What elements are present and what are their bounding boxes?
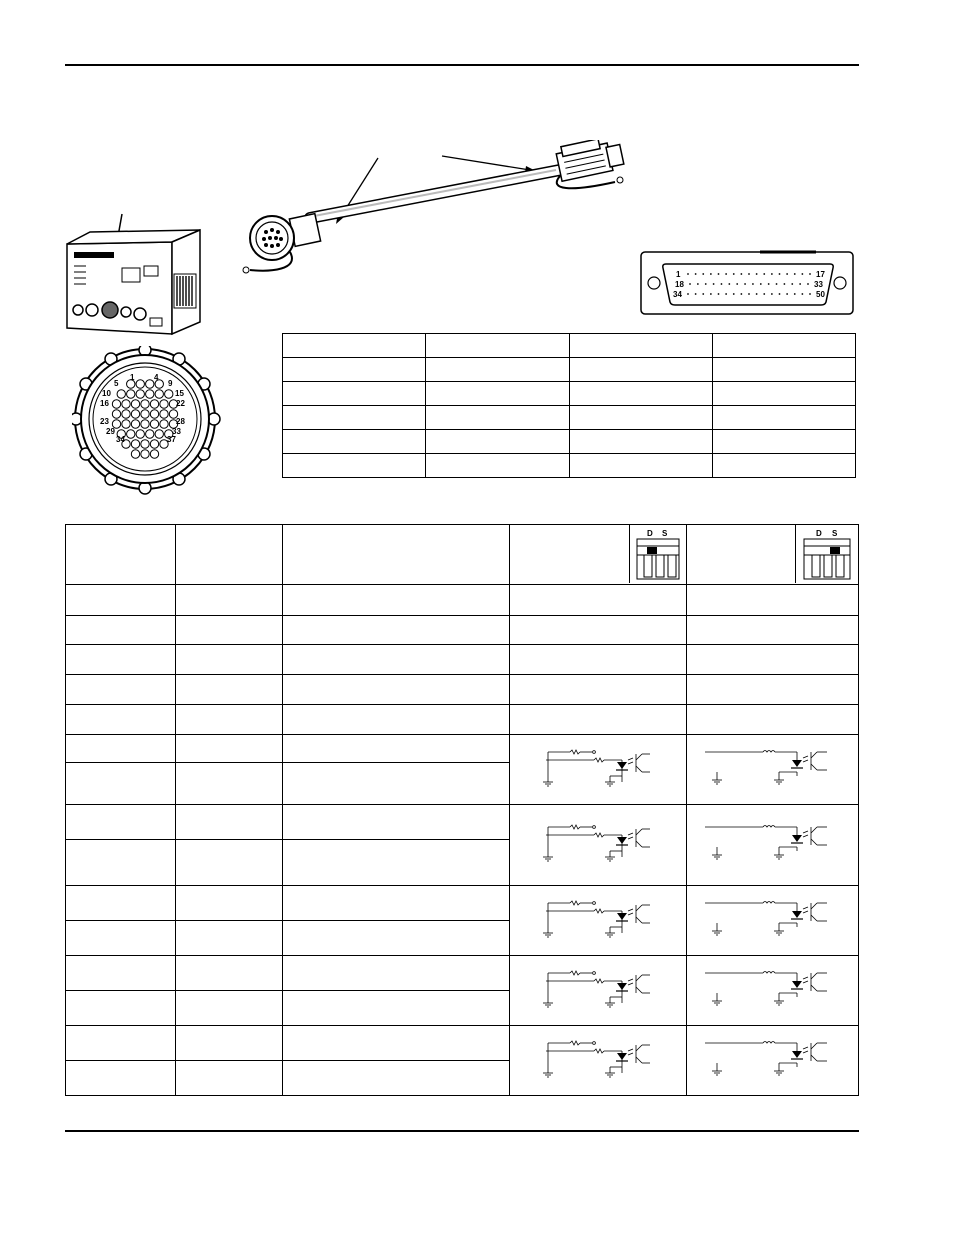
circuit-diagram-a [509, 1026, 686, 1096]
dsub-pin [809, 293, 811, 295]
dsub-pin [760, 283, 762, 285]
dsub-pin [756, 273, 758, 275]
dsub-connector-face [640, 250, 855, 320]
pin-label: 1 [130, 373, 135, 382]
circuit-diagram-a [509, 956, 686, 1026]
pin-hole [150, 400, 158, 408]
dsub-pin [748, 273, 750, 275]
dsub-pin [697, 283, 699, 285]
dsub-pin [768, 283, 770, 285]
footer-rule [65, 1130, 859, 1132]
dsub-pin [725, 273, 727, 275]
pin-hole [131, 450, 139, 458]
pin-label: 9 [168, 379, 173, 388]
pin-hole [141, 400, 149, 408]
pin-hole [136, 380, 144, 388]
pin-hole [141, 420, 149, 428]
dsub-pin [713, 283, 715, 285]
circuit-diagram-b [686, 886, 858, 956]
dsub-pin [695, 273, 697, 275]
dsub-pin [740, 273, 742, 275]
dsub-pin [733, 273, 735, 275]
pin-hole [146, 390, 154, 398]
dip-switch-icon [796, 525, 858, 583]
dsub-pin [752, 283, 754, 285]
circuit-diagram-b [686, 956, 858, 1026]
dsub-pin [763, 293, 765, 295]
dsub-pin-label: 18 [675, 280, 684, 289]
dsub-pin [776, 283, 778, 285]
pin-label: 29 [106, 427, 115, 436]
dsub-pin [748, 293, 750, 295]
pin-label: 22 [176, 399, 185, 408]
dsub-pin [791, 283, 793, 285]
cable-illustration [230, 140, 640, 290]
dip-label-d: D [816, 529, 822, 538]
dsub-pin-label: 34 [673, 290, 682, 299]
dsub-pin [718, 273, 720, 275]
pin-hole [122, 400, 130, 408]
pin-hole [146, 380, 154, 388]
pin-hole [160, 400, 168, 408]
pin-hole [127, 430, 135, 438]
pin-label: 16 [100, 399, 109, 408]
dsub-pin [725, 293, 727, 295]
pin-label: 15 [175, 389, 184, 398]
dip-label-s: S [661, 529, 668, 538]
pin-label: 28 [176, 417, 185, 426]
power-supply-illustration [62, 210, 212, 345]
dsub-pin [786, 293, 788, 295]
dip-switch-icon [630, 525, 686, 583]
pin-hole [131, 410, 139, 418]
dsub-pin [801, 273, 803, 275]
dsub-pin [736, 283, 738, 285]
pin-hole [127, 390, 135, 398]
pin-hole [136, 430, 144, 438]
dsub-pin-label: 1 [676, 270, 681, 279]
switch-col-header-1 [509, 525, 686, 585]
dsub-pin [779, 293, 781, 295]
dsub-pin [695, 293, 697, 295]
dip-label-d: D [646, 529, 653, 538]
dsub-pin [710, 293, 712, 295]
dsub-pin [809, 273, 811, 275]
pin-hole [141, 450, 149, 458]
dsub-pin [799, 283, 801, 285]
circuit-diagram-a [509, 735, 686, 805]
dsub-pin [733, 293, 735, 295]
circuit-diagram-b [686, 1026, 858, 1096]
pin-hole [155, 430, 163, 438]
dsub-pin [687, 293, 689, 295]
dsub-pin [689, 283, 691, 285]
pin-label: 23 [100, 417, 109, 426]
pin-label: 37 [167, 435, 176, 444]
dsub-pin [779, 273, 781, 275]
pin-hole [160, 410, 168, 418]
header-rule [65, 64, 859, 66]
circuit-diagram-a [509, 886, 686, 956]
pin-hole [146, 430, 154, 438]
dsub-pin [794, 273, 796, 275]
dsub-pin [740, 293, 742, 295]
dip-label-s: S [832, 529, 838, 538]
dsub-pin [807, 283, 809, 285]
pin-hole [112, 400, 120, 408]
dsub-pin [687, 273, 689, 275]
pin-hole [160, 420, 168, 428]
dsub-pin-label: 33 [814, 280, 823, 289]
pin-label: 5 [114, 379, 119, 388]
pin-hole [150, 450, 158, 458]
pin-label: 4 [154, 373, 159, 382]
dsub-pin [784, 283, 786, 285]
dsub-pin [771, 273, 773, 275]
dsub-pin [794, 293, 796, 295]
pin-label: 33 [172, 427, 181, 436]
pin-hole [136, 390, 144, 398]
pin-hole [131, 400, 139, 408]
dsub-pin [771, 293, 773, 295]
dsub-pin-label: 50 [816, 290, 825, 299]
pin-hole [155, 390, 163, 398]
dsub-pin [702, 273, 704, 275]
signal-table [65, 524, 859, 1096]
pin-label: 34 [116, 435, 125, 444]
pin-hole [122, 410, 130, 418]
pin-hole [131, 440, 139, 448]
pin-hole [117, 390, 125, 398]
circuit-diagram-b [686, 805, 858, 886]
pin-label: 10 [102, 389, 111, 398]
dsub-pin [786, 273, 788, 275]
dsub-pin [756, 293, 758, 295]
pin-hole [165, 390, 173, 398]
circuit-diagram-a [509, 805, 686, 886]
dsub-pin [721, 283, 723, 285]
pin-hole [141, 410, 149, 418]
pin-hole [122, 420, 130, 428]
dsub-pin [705, 283, 707, 285]
dsub-pin [763, 273, 765, 275]
pin-hole [141, 440, 149, 448]
dsub-pin [718, 293, 720, 295]
dsub-pin-label: 17 [816, 270, 825, 279]
dsub-pin [728, 283, 730, 285]
switch-col-header-2 [686, 525, 858, 585]
dsub-pin [744, 283, 746, 285]
dsub-pin [710, 273, 712, 275]
dsub-pin [702, 293, 704, 295]
dsub-pin [801, 293, 803, 295]
round-connector-face [72, 346, 222, 496]
pin-hole [112, 410, 120, 418]
pin-map-table [282, 333, 856, 478]
pin-hole [150, 420, 158, 428]
pin-hole [150, 410, 158, 418]
circuit-diagram-b [686, 735, 858, 805]
pin-hole [150, 440, 158, 448]
pin-hole [131, 420, 139, 428]
